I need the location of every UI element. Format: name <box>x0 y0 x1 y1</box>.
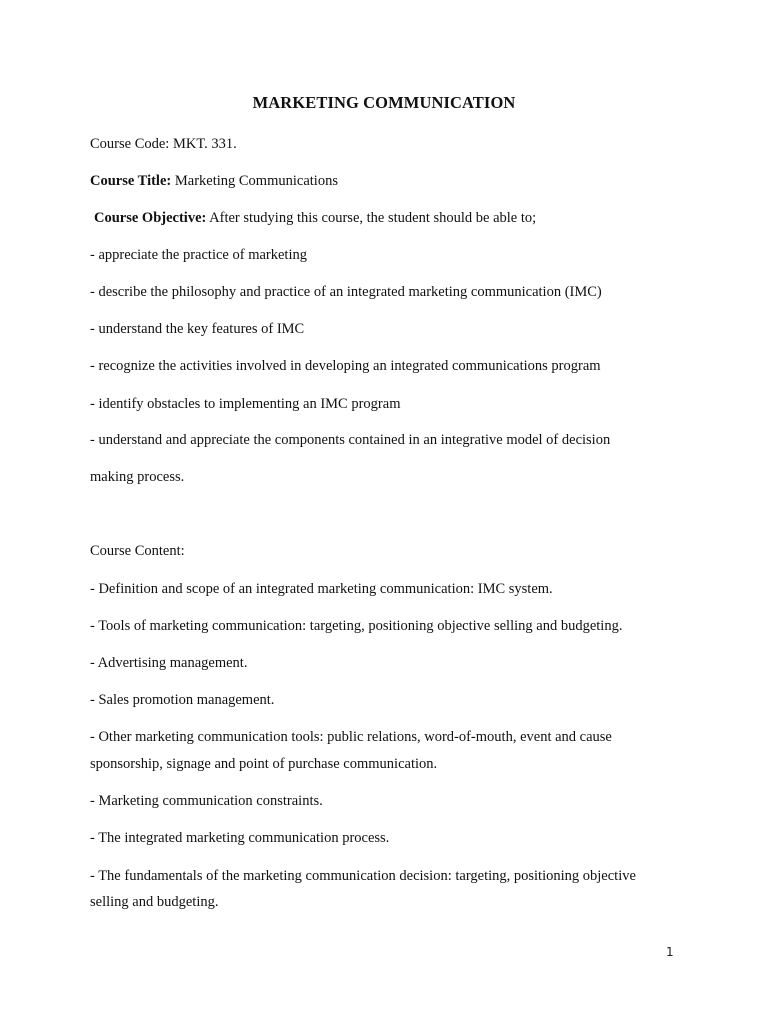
content-item: - Marketing communication constraints. <box>90 793 323 809</box>
course-title-label: Course Title: <box>90 173 172 189</box>
content-item: - Advertising management. <box>90 655 248 671</box>
objective-item-continuation: making process. <box>90 469 185 485</box>
page-title: MARKETING COMMUNICATION <box>252 93 516 112</box>
content-item-continuation: selling and budgeting. <box>90 894 219 910</box>
page-number: 1 <box>666 945 674 959</box>
course-content-heading: Course Content: <box>90 543 185 559</box>
content-item-continuation: sponsorship, signage and point of purchase communication. <box>90 756 438 772</box>
course-objective-value: After studying this course, the student should be able to; <box>206 210 537 226</box>
course-title-line <box>90 172 690 190</box>
content-item: - The fundamentals of the marketing communication decision: targeting, positioning objective <box>90 868 636 884</box>
content-item: - Other marketing communication tools: public relations, word-of-mouth, event and cause <box>90 729 612 745</box>
course-objective-label: Course Objective: <box>94 210 207 226</box>
objective-item: - identify obstacles to implementing an IMC program <box>90 396 401 412</box>
content-item: - Tools of marketing communication: targeting, positioning objective selling and budgeting. <box>90 618 623 634</box>
content-item: - The integrated marketing communication process. <box>90 830 390 846</box>
objective-item: - appreciate the practice of marketing <box>90 247 307 263</box>
objective-item: - recognize the activities involved in developing an integrated communications program <box>90 358 601 374</box>
objective-item: - describe the philosophy and practice of an integrated marketing communication (IMC) <box>90 284 602 300</box>
content-item: - Definition and scope of an integrated marketing communication: IMC system. <box>90 581 553 597</box>
objective-item: - understand the key features of IMC <box>90 321 305 337</box>
content-item: - Sales promotion management. <box>90 692 275 708</box>
course-objective-line <box>94 209 694 227</box>
objective-item: - understand and appreciate the components contained in an integrative model of decision <box>90 432 611 448</box>
course-code: Course Code: MKT. 331. <box>90 136 237 152</box>
course-title-value: Marketing Communications <box>171 173 338 189</box>
